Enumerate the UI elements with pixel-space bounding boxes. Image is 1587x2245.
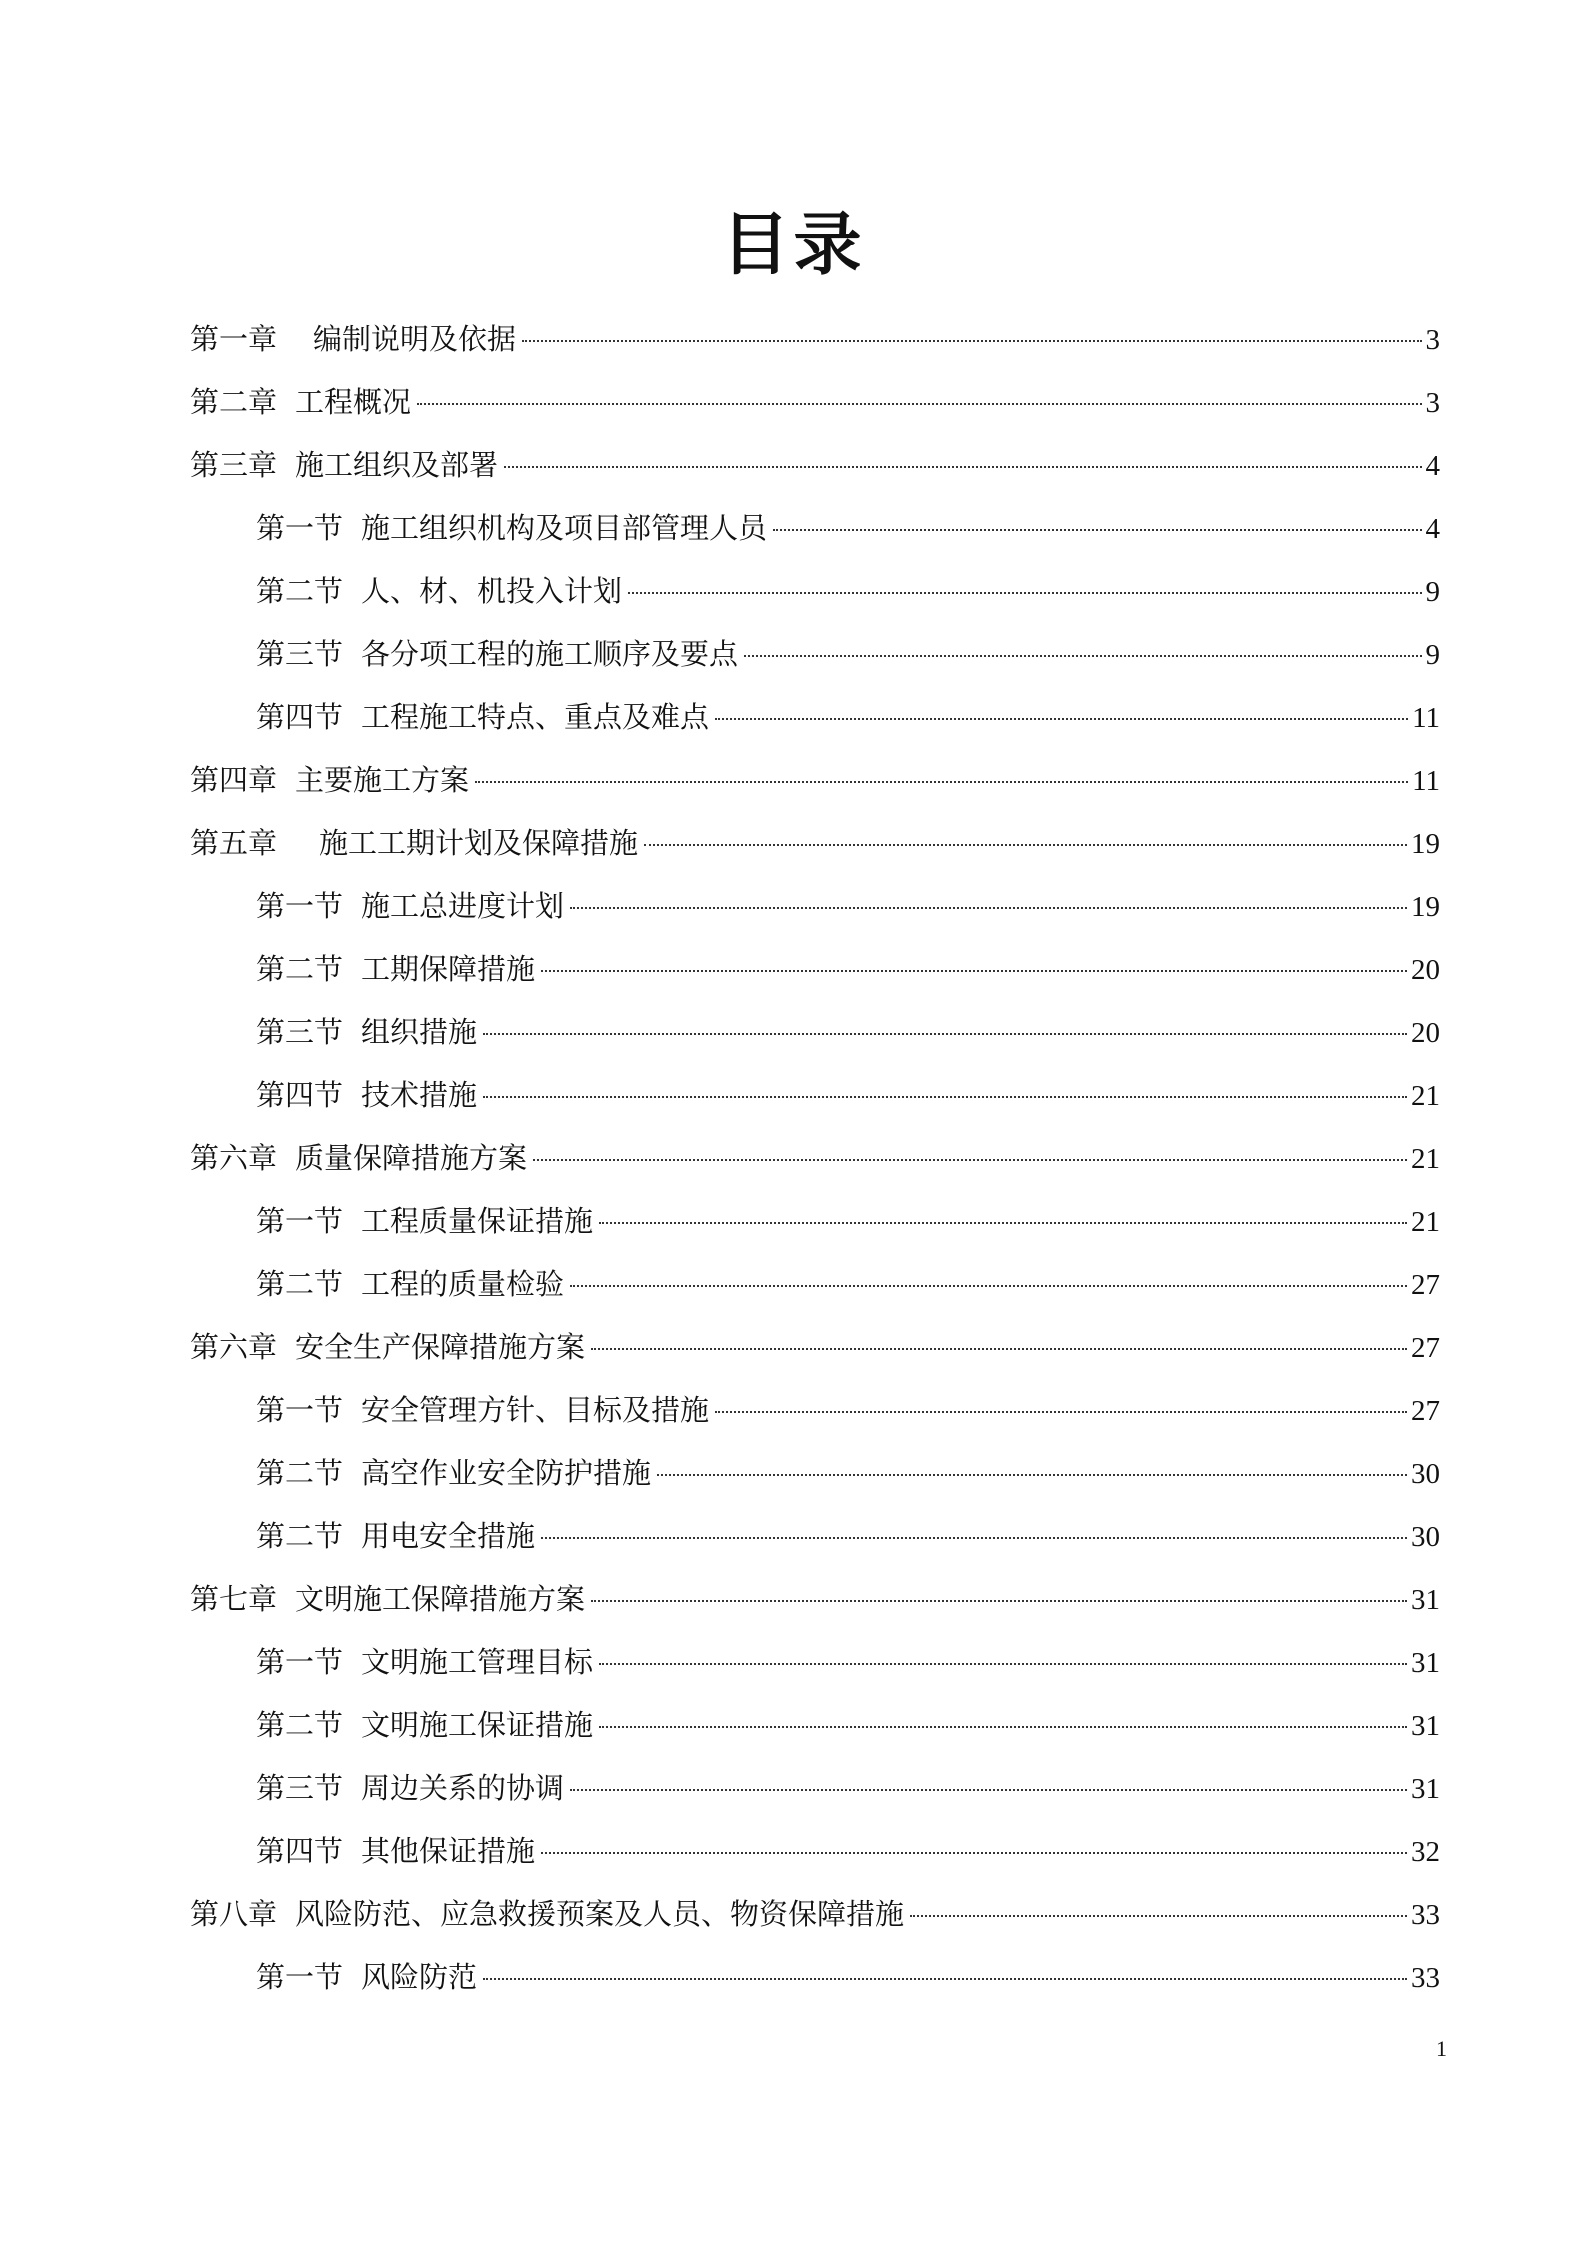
toc-entry-title: 各分项工程的施工顺序及要点 — [361, 637, 739, 671]
toc-entry-page-number: 3 — [1425, 324, 1440, 356]
toc-entry-page-number: 11 — [1412, 765, 1440, 797]
toc-chapter-entry[interactable] — [190, 434, 1440, 497]
toc-chapter-entry[interactable] — [190, 1127, 1440, 1190]
toc-entry-label: 第二章 — [190, 385, 278, 419]
toc-entry-label: 第三节 — [256, 1015, 344, 1049]
toc-entry-label: 第四节 — [256, 1078, 344, 1112]
toc-entry-label: 第二节 — [256, 574, 344, 608]
toc-entry-title: 施工工期计划及保障措施 — [319, 826, 639, 860]
toc-entry-label: 第一节 — [256, 1960, 344, 1994]
toc-section-entry[interactable] — [190, 1379, 1440, 1442]
toc-entry-page-number: 21 — [1411, 1143, 1440, 1175]
toc-leader-dots — [504, 466, 1421, 468]
toc-entry-title: 高空作业安全防护措施 — [361, 1456, 652, 1490]
page-title: 目录 — [721, 205, 866, 285]
toc-entry-page-number: 33 — [1411, 1962, 1440, 1994]
toc-entry-label: 第四节 — [256, 1834, 344, 1868]
toc-chapter-entry[interactable] — [190, 1568, 1440, 1631]
toc-section-entry[interactable] — [190, 1694, 1440, 1757]
toc-entry-label: 第一章 — [190, 322, 278, 356]
toc-section-entry[interactable] — [190, 1442, 1440, 1505]
toc-entry-page-number: 20 — [1411, 1017, 1440, 1049]
toc-entry-label: 第一节 — [256, 1393, 344, 1427]
toc-leader-dots — [910, 1915, 1407, 1917]
toc-chapter-entry[interactable] — [190, 1883, 1440, 1946]
toc-leader-dots — [657, 1474, 1407, 1476]
footer-page-number: 1 — [1436, 2036, 1447, 2061]
toc-chapter-entry[interactable] — [190, 749, 1440, 812]
toc-entry-title: 工期保障措施 — [361, 952, 536, 986]
toc-entry-title: 质量保障措施方案 — [295, 1141, 528, 1175]
toc-leader-dots — [599, 1726, 1407, 1728]
toc-entry-title: 工程施工特点、重点及难点 — [361, 700, 710, 734]
toc-entry-title: 安全生产保障措施方案 — [295, 1330, 586, 1364]
toc-entry-page-number: 20 — [1411, 954, 1440, 986]
toc-leader-dots — [570, 1789, 1407, 1791]
toc-section-entry[interactable] — [190, 497, 1440, 560]
toc-leader-dots — [591, 1600, 1407, 1602]
toc-entry-label: 第七章 — [190, 1582, 278, 1616]
toc-leader-dots — [744, 655, 1421, 657]
toc-entry-title: 编制说明及依据 — [313, 322, 517, 356]
toc-entry-title: 风险防范、应急救援预案及人员、物资保障措施 — [295, 1897, 905, 1931]
toc-entry-page-number: 19 — [1411, 891, 1440, 923]
toc-section-entry[interactable] — [190, 1820, 1440, 1883]
table-of-contents — [190, 308, 1440, 2009]
toc-leader-dots — [599, 1663, 1407, 1665]
toc-leader-dots — [541, 1852, 1407, 1854]
toc-leader-dots — [773, 529, 1421, 531]
toc-entry-page-number: 27 — [1411, 1269, 1440, 1301]
toc-entry-page-number: 9 — [1425, 576, 1440, 608]
toc-entry-label: 第六章 — [190, 1141, 278, 1175]
toc-section-entry[interactable] — [190, 1631, 1440, 1694]
toc-leader-dots — [591, 1348, 1407, 1350]
toc-entry-page-number: 31 — [1411, 1584, 1440, 1616]
toc-entry-title: 工程质量保证措施 — [361, 1204, 594, 1238]
toc-entry-label: 第一节 — [256, 889, 344, 923]
toc-entry-title: 施工组织及部署 — [295, 448, 499, 482]
toc-entry-title: 施工组织机构及项目部管理人员 — [361, 511, 768, 545]
toc-leader-dots — [644, 844, 1407, 846]
toc-entry-page-number: 19 — [1411, 828, 1440, 860]
toc-entry-title: 其他保证措施 — [361, 1834, 536, 1868]
toc-section-entry[interactable] — [190, 686, 1440, 749]
toc-leader-dots — [483, 1096, 1407, 1098]
toc-leader-dots — [541, 970, 1407, 972]
toc-section-entry[interactable] — [190, 560, 1440, 623]
toc-entry-page-number: 31 — [1411, 1710, 1440, 1742]
toc-section-entry[interactable] — [190, 1757, 1440, 1820]
toc-entry-title: 施工总进度计划 — [361, 889, 565, 923]
toc-entry-title: 工程概况 — [295, 385, 412, 419]
toc-entry-label: 第五章 — [190, 826, 278, 860]
toc-entry-label: 第一节 — [256, 1204, 344, 1238]
toc-entry-label: 第四章 — [190, 763, 278, 797]
toc-chapter-entry[interactable] — [190, 812, 1440, 875]
toc-entry-page-number: 32 — [1411, 1836, 1440, 1868]
toc-entry-title: 人、材、机投入计划 — [361, 574, 623, 608]
toc-entry-page-number: 30 — [1411, 1521, 1440, 1553]
toc-entry-title: 周边关系的协调 — [361, 1771, 565, 1805]
toc-entry-page-number: 3 — [1425, 387, 1440, 419]
toc-leader-dots — [715, 1411, 1407, 1413]
toc-leader-dots — [570, 1285, 1407, 1287]
toc-entry-page-number: 33 — [1411, 1899, 1440, 1931]
toc-chapter-entry[interactable] — [190, 1316, 1440, 1379]
toc-entry-label: 第二节 — [256, 1708, 344, 1742]
toc-entry-label: 第二节 — [256, 1267, 344, 1301]
toc-entry-title: 主要施工方案 — [295, 763, 470, 797]
toc-entry-label: 第八章 — [190, 1897, 278, 1931]
toc-entry-page-number: 30 — [1411, 1458, 1440, 1490]
toc-leader-dots — [715, 718, 1408, 720]
toc-entry-page-number: 4 — [1425, 450, 1440, 482]
toc-entry-page-number: 21 — [1411, 1080, 1440, 1112]
toc-entry-page-number: 21 — [1411, 1206, 1440, 1238]
toc-section-entry[interactable] — [190, 623, 1440, 686]
toc-section-entry[interactable] — [190, 1190, 1440, 1253]
toc-entry-title: 技术措施 — [361, 1078, 478, 1112]
toc-leader-dots — [522, 340, 1421, 342]
toc-entry-title: 文明施工保障措施方案 — [295, 1582, 586, 1616]
toc-entry-label: 第六章 — [190, 1330, 278, 1364]
toc-entry-title: 工程的质量检验 — [361, 1267, 565, 1301]
toc-leader-dots — [599, 1222, 1407, 1224]
toc-entry-title: 安全管理方针、目标及措施 — [361, 1393, 710, 1427]
toc-entry-page-number: 27 — [1411, 1332, 1440, 1364]
toc-section-entry[interactable] — [190, 1946, 1440, 2009]
toc-leader-dots — [483, 1978, 1407, 1980]
toc-chapter-entry[interactable] — [190, 308, 1440, 371]
toc-leader-dots — [570, 907, 1407, 909]
toc-entry-page-number: 31 — [1411, 1773, 1440, 1805]
toc-entry-label: 第三节 — [256, 1771, 344, 1805]
toc-entry-label: 第四节 — [256, 700, 344, 734]
toc-entry-label: 第三节 — [256, 637, 344, 671]
toc-entry-label: 第二节 — [256, 1519, 344, 1553]
toc-section-entry[interactable] — [190, 1253, 1440, 1316]
toc-entry-title: 组织措施 — [361, 1015, 478, 1049]
toc-section-entry[interactable] — [190, 1001, 1440, 1064]
toc-entry-page-number: 31 — [1411, 1647, 1440, 1679]
toc-entry-title: 风险防范 — [361, 1960, 478, 1994]
toc-entry-page-number: 4 — [1425, 513, 1440, 545]
toc-entry-page-number: 11 — [1412, 702, 1440, 734]
toc-section-entry[interactable] — [190, 1064, 1440, 1127]
toc-leader-dots — [533, 1159, 1407, 1161]
toc-entry-label: 第一节 — [256, 511, 344, 545]
toc-entry-page-number: 27 — [1411, 1395, 1440, 1427]
toc-entry-title: 文明施工保证措施 — [361, 1708, 594, 1742]
toc-entry-page-number: 9 — [1425, 639, 1440, 671]
toc-section-entry[interactable] — [190, 938, 1440, 1001]
toc-entry-title: 文明施工管理目标 — [361, 1645, 594, 1679]
toc-section-entry[interactable] — [190, 1505, 1440, 1568]
toc-entry-label: 第二节 — [256, 1456, 344, 1490]
toc-entry-label: 第一节 — [256, 1645, 344, 1679]
toc-leader-dots — [628, 592, 1421, 594]
toc-entry-label: 第二节 — [256, 952, 344, 986]
toc-leader-dots — [417, 403, 1421, 405]
toc-chapter-entry[interactable] — [190, 371, 1440, 434]
toc-section-entry[interactable] — [190, 875, 1440, 938]
toc-leader-dots — [541, 1537, 1407, 1539]
toc-entry-label: 第三章 — [190, 448, 278, 482]
toc-entry-title: 用电安全措施 — [361, 1519, 536, 1553]
toc-leader-dots — [483, 1033, 1407, 1035]
toc-leader-dots — [475, 781, 1408, 783]
